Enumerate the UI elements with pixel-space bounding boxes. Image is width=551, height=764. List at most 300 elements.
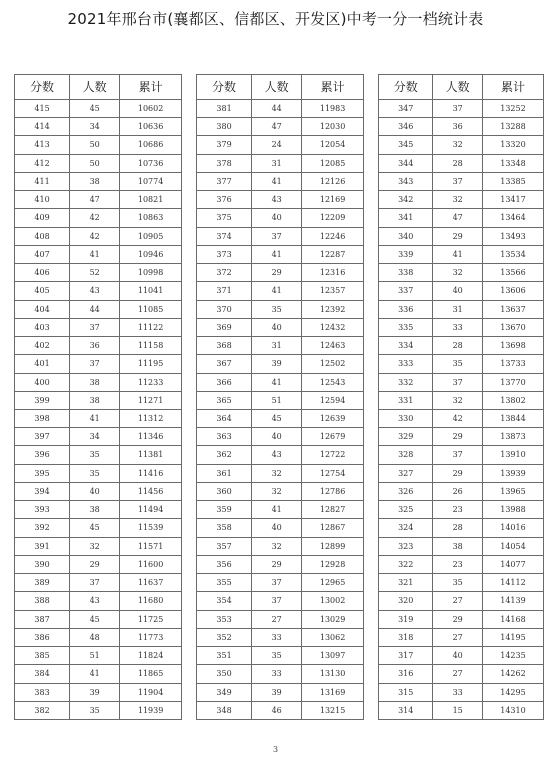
score-cell: 359 bbox=[197, 501, 252, 519]
count-cell: 31 bbox=[252, 154, 302, 172]
table-row bbox=[197, 409, 364, 427]
score-cell: 350 bbox=[197, 665, 252, 683]
score-cell: 357 bbox=[197, 537, 252, 555]
count-cell: 29 bbox=[433, 610, 483, 628]
cumulative-cell: 13029 bbox=[302, 610, 364, 628]
table-row bbox=[197, 373, 364, 391]
table-row bbox=[379, 100, 544, 118]
table-row bbox=[197, 537, 364, 555]
score-cell: 338 bbox=[379, 264, 433, 282]
table-row bbox=[379, 318, 544, 336]
cumulative-cell: 12754 bbox=[302, 464, 364, 482]
table-header-row bbox=[15, 75, 182, 100]
cumulative-cell: 11571 bbox=[120, 537, 182, 555]
cumulative-cell: 13417 bbox=[482, 191, 543, 209]
count-cell: 41 bbox=[252, 245, 302, 263]
count-cell: 46 bbox=[252, 701, 302, 719]
cumulative-cell: 12463 bbox=[302, 337, 364, 355]
table-row bbox=[379, 391, 544, 409]
cumulative-cell: 10602 bbox=[120, 100, 182, 118]
count-cell: 29 bbox=[252, 555, 302, 573]
count-cell: 40 bbox=[252, 209, 302, 227]
score-cell: 393 bbox=[15, 501, 70, 519]
count-cell: 35 bbox=[252, 300, 302, 318]
score-cell: 396 bbox=[15, 446, 70, 464]
cumulative-cell: 10821 bbox=[120, 191, 182, 209]
count-cell: 38 bbox=[70, 501, 120, 519]
cumulative-cell: 13464 bbox=[482, 209, 543, 227]
count-cell: 41 bbox=[252, 282, 302, 300]
score-cell: 382 bbox=[15, 701, 70, 719]
count-cell: 45 bbox=[70, 100, 120, 118]
table-row bbox=[15, 537, 182, 555]
score-cell: 385 bbox=[15, 647, 70, 665]
cumulative-cell: 14235 bbox=[482, 647, 543, 665]
cumulative-cell: 11041 bbox=[120, 282, 182, 300]
cumulative-cell: 12126 bbox=[302, 172, 364, 190]
count-cell: 35 bbox=[252, 647, 302, 665]
table-row bbox=[379, 373, 544, 391]
score-cell: 314 bbox=[379, 701, 433, 719]
cumulative-cell: 14139 bbox=[482, 592, 543, 610]
cumulative-cell: 14310 bbox=[482, 701, 543, 719]
score-cell: 386 bbox=[15, 628, 70, 646]
count-cell: 29 bbox=[252, 264, 302, 282]
count-cell: 40 bbox=[252, 519, 302, 537]
table-row bbox=[15, 355, 182, 373]
table-row bbox=[197, 118, 364, 136]
score-cell: 362 bbox=[197, 446, 252, 464]
table-row bbox=[15, 647, 182, 665]
cumulative-cell: 13606 bbox=[482, 282, 543, 300]
count-cell: 51 bbox=[70, 647, 120, 665]
table-row bbox=[379, 464, 544, 482]
cumulative-cell: 11637 bbox=[120, 574, 182, 592]
count-cell: 42 bbox=[70, 227, 120, 245]
count-cell: 40 bbox=[433, 647, 483, 665]
count-cell: 48 bbox=[70, 628, 120, 646]
score-cell: 378 bbox=[197, 154, 252, 172]
score-cell: 367 bbox=[197, 355, 252, 373]
cumulative-cell: 12287 bbox=[302, 245, 364, 263]
score-cell: 358 bbox=[197, 519, 252, 537]
score-cell: 364 bbox=[197, 409, 252, 427]
table-row bbox=[379, 172, 544, 190]
score-cell: 325 bbox=[379, 501, 433, 519]
cumulative-cell: 13252 bbox=[482, 100, 543, 118]
score-table-right bbox=[378, 74, 544, 720]
table-row bbox=[197, 172, 364, 190]
cumulative-cell: 11904 bbox=[120, 683, 182, 701]
score-cell: 399 bbox=[15, 391, 70, 409]
count-cell: 38 bbox=[70, 172, 120, 190]
table-row bbox=[15, 172, 182, 190]
table-row bbox=[197, 428, 364, 446]
score-cell: 414 bbox=[15, 118, 70, 136]
count-cell: 29 bbox=[433, 464, 483, 482]
table-row bbox=[15, 628, 182, 646]
score-cell: 400 bbox=[15, 373, 70, 391]
cumulative-cell: 12054 bbox=[302, 136, 364, 154]
cumulative-cell: 13910 bbox=[482, 446, 543, 464]
table-row bbox=[15, 118, 182, 136]
count-cell: 37 bbox=[70, 318, 120, 336]
score-cell: 387 bbox=[15, 610, 70, 628]
cumulative-cell: 12594 bbox=[302, 391, 364, 409]
table-row bbox=[15, 209, 182, 227]
table-row bbox=[197, 300, 364, 318]
table-row bbox=[15, 519, 182, 537]
cumulative-cell: 11983 bbox=[302, 100, 364, 118]
score-cell: 334 bbox=[379, 337, 433, 355]
count-cell: 31 bbox=[252, 337, 302, 355]
cumulative-cell: 13385 bbox=[482, 172, 543, 190]
cumulative-cell: 14112 bbox=[482, 574, 543, 592]
score-cell: 373 bbox=[197, 245, 252, 263]
cumulative-cell: 10863 bbox=[120, 209, 182, 227]
header-score: 分数 bbox=[15, 75, 70, 100]
table-row bbox=[379, 136, 544, 154]
cumulative-cell: 14195 bbox=[482, 628, 543, 646]
table-row bbox=[15, 501, 182, 519]
cumulative-cell: 12679 bbox=[302, 428, 364, 446]
count-cell: 33 bbox=[433, 318, 483, 336]
score-cell: 355 bbox=[197, 574, 252, 592]
count-cell: 32 bbox=[70, 537, 120, 555]
score-table-middle bbox=[196, 74, 364, 720]
score-cell: 326 bbox=[379, 482, 433, 500]
cumulative-cell: 12786 bbox=[302, 482, 364, 500]
table-row bbox=[379, 154, 544, 172]
table-row bbox=[197, 555, 364, 573]
table-row bbox=[15, 610, 182, 628]
table-row bbox=[15, 337, 182, 355]
count-cell: 31 bbox=[433, 300, 483, 318]
score-cell: 392 bbox=[15, 519, 70, 537]
count-cell: 47 bbox=[70, 191, 120, 209]
count-cell: 42 bbox=[70, 209, 120, 227]
table-row bbox=[379, 665, 544, 683]
score-cell: 366 bbox=[197, 373, 252, 391]
header-count: 人数 bbox=[433, 75, 483, 100]
cumulative-cell: 11416 bbox=[120, 464, 182, 482]
count-cell: 37 bbox=[433, 100, 483, 118]
score-cell: 343 bbox=[379, 172, 433, 190]
cumulative-cell: 11233 bbox=[120, 373, 182, 391]
score-cell: 413 bbox=[15, 136, 70, 154]
count-cell: 27 bbox=[433, 592, 483, 610]
table-row bbox=[15, 574, 182, 592]
count-cell: 44 bbox=[252, 100, 302, 118]
cumulative-cell: 12246 bbox=[302, 227, 364, 245]
table-row bbox=[15, 373, 182, 391]
count-cell: 29 bbox=[433, 227, 483, 245]
count-cell: 23 bbox=[433, 555, 483, 573]
cumulative-cell: 12316 bbox=[302, 264, 364, 282]
count-cell: 47 bbox=[252, 118, 302, 136]
count-cell: 40 bbox=[252, 428, 302, 446]
score-cell: 324 bbox=[379, 519, 433, 537]
page-number: 3 bbox=[272, 745, 279, 754]
cumulative-cell: 12169 bbox=[302, 191, 364, 209]
count-cell: 37 bbox=[252, 592, 302, 610]
cumulative-cell: 10946 bbox=[120, 245, 182, 263]
cumulative-cell: 12899 bbox=[302, 537, 364, 555]
table-row bbox=[15, 282, 182, 300]
score-cell: 353 bbox=[197, 610, 252, 628]
cumulative-cell: 11539 bbox=[120, 519, 182, 537]
count-cell: 41 bbox=[252, 373, 302, 391]
score-cell: 339 bbox=[379, 245, 433, 263]
table-row bbox=[197, 683, 364, 701]
table-row bbox=[15, 701, 182, 719]
header-cumulative: 累计 bbox=[482, 75, 543, 100]
page-title: 2021年邢台市(襄都区、信都区、开发区)中考一分一档统计表 bbox=[67, 10, 484, 28]
count-cell: 28 bbox=[433, 519, 483, 537]
table-row bbox=[379, 537, 544, 555]
score-cell: 403 bbox=[15, 318, 70, 336]
score-cell: 374 bbox=[197, 227, 252, 245]
score-cell: 411 bbox=[15, 172, 70, 190]
cumulative-cell: 12722 bbox=[302, 446, 364, 464]
table-row bbox=[15, 482, 182, 500]
score-cell: 375 bbox=[197, 209, 252, 227]
score-cell: 315 bbox=[379, 683, 433, 701]
table-row bbox=[197, 100, 364, 118]
cumulative-cell: 11494 bbox=[120, 501, 182, 519]
table-row bbox=[197, 337, 364, 355]
cumulative-cell: 12639 bbox=[302, 409, 364, 427]
cumulative-cell: 12085 bbox=[302, 154, 364, 172]
cumulative-cell: 11312 bbox=[120, 409, 182, 427]
table-row bbox=[379, 118, 544, 136]
table-row bbox=[197, 610, 364, 628]
score-cell: 408 bbox=[15, 227, 70, 245]
cumulative-cell: 11346 bbox=[120, 428, 182, 446]
count-cell: 29 bbox=[70, 555, 120, 573]
score-cell: 365 bbox=[197, 391, 252, 409]
count-cell: 43 bbox=[70, 592, 120, 610]
cumulative-cell: 13062 bbox=[302, 628, 364, 646]
score-cell: 372 bbox=[197, 264, 252, 282]
table-row bbox=[379, 482, 544, 500]
table-row bbox=[197, 318, 364, 336]
cumulative-cell: 12502 bbox=[302, 355, 364, 373]
cumulative-cell: 11600 bbox=[120, 555, 182, 573]
count-cell: 41 bbox=[433, 245, 483, 263]
score-cell: 352 bbox=[197, 628, 252, 646]
score-table-left bbox=[14, 74, 182, 720]
cumulative-cell: 11122 bbox=[120, 318, 182, 336]
count-cell: 37 bbox=[70, 574, 120, 592]
count-cell: 35 bbox=[433, 355, 483, 373]
table-row bbox=[15, 245, 182, 263]
table-row bbox=[197, 464, 364, 482]
score-cell: 395 bbox=[15, 464, 70, 482]
score-cell: 389 bbox=[15, 574, 70, 592]
score-cell: 340 bbox=[379, 227, 433, 245]
table-row bbox=[197, 701, 364, 719]
score-cell: 380 bbox=[197, 118, 252, 136]
count-cell: 41 bbox=[70, 665, 120, 683]
count-cell: 43 bbox=[252, 191, 302, 209]
cumulative-cell: 11680 bbox=[120, 592, 182, 610]
cumulative-cell: 13566 bbox=[482, 264, 543, 282]
cumulative-cell: 13965 bbox=[482, 482, 543, 500]
table-row bbox=[197, 647, 364, 665]
count-cell: 52 bbox=[70, 264, 120, 282]
count-cell: 32 bbox=[433, 136, 483, 154]
count-cell: 27 bbox=[433, 628, 483, 646]
count-cell: 39 bbox=[252, 355, 302, 373]
table-row bbox=[379, 282, 544, 300]
score-cell: 319 bbox=[379, 610, 433, 628]
table-row bbox=[197, 209, 364, 227]
cumulative-cell: 13988 bbox=[482, 501, 543, 519]
count-cell: 27 bbox=[433, 665, 483, 683]
count-cell: 39 bbox=[70, 683, 120, 701]
count-cell: 37 bbox=[70, 355, 120, 373]
score-cell: 370 bbox=[197, 300, 252, 318]
table-row bbox=[197, 355, 364, 373]
cumulative-cell: 13534 bbox=[482, 245, 543, 263]
cumulative-cell: 13348 bbox=[482, 154, 543, 172]
cumulative-cell: 13670 bbox=[482, 318, 543, 336]
table-row bbox=[379, 647, 544, 665]
table-row bbox=[379, 628, 544, 646]
count-cell: 34 bbox=[70, 428, 120, 446]
cumulative-cell: 11381 bbox=[120, 446, 182, 464]
cumulative-cell: 12357 bbox=[302, 282, 364, 300]
cumulative-cell: 11824 bbox=[120, 647, 182, 665]
cumulative-cell: 10998 bbox=[120, 264, 182, 282]
table-row bbox=[379, 501, 544, 519]
table-row bbox=[15, 136, 182, 154]
table-row bbox=[15, 264, 182, 282]
score-cell: 360 bbox=[197, 482, 252, 500]
score-cell: 347 bbox=[379, 100, 433, 118]
count-cell: 39 bbox=[252, 683, 302, 701]
table-row bbox=[15, 446, 182, 464]
count-cell: 32 bbox=[433, 391, 483, 409]
count-cell: 34 bbox=[70, 118, 120, 136]
score-cell: 328 bbox=[379, 446, 433, 464]
score-cell: 398 bbox=[15, 409, 70, 427]
header-cumulative: 累计 bbox=[120, 75, 182, 100]
table-row bbox=[379, 446, 544, 464]
cumulative-cell: 12432 bbox=[302, 318, 364, 336]
header-score: 分数 bbox=[197, 75, 252, 100]
cumulative-cell: 11773 bbox=[120, 628, 182, 646]
cumulative-cell: 12543 bbox=[302, 373, 364, 391]
count-cell: 38 bbox=[70, 373, 120, 391]
score-cell: 406 bbox=[15, 264, 70, 282]
cumulative-cell: 13873 bbox=[482, 428, 543, 446]
cumulative-cell: 14295 bbox=[482, 683, 543, 701]
table-row bbox=[197, 136, 364, 154]
table-row bbox=[379, 428, 544, 446]
count-cell: 32 bbox=[252, 464, 302, 482]
score-cell: 321 bbox=[379, 574, 433, 592]
table-row bbox=[379, 209, 544, 227]
cumulative-cell: 11271 bbox=[120, 391, 182, 409]
score-cell: 394 bbox=[15, 482, 70, 500]
cumulative-cell: 13698 bbox=[482, 337, 543, 355]
score-cell: 317 bbox=[379, 647, 433, 665]
table-row bbox=[379, 245, 544, 263]
count-cell: 27 bbox=[252, 610, 302, 628]
table-row bbox=[15, 428, 182, 446]
count-cell: 40 bbox=[70, 482, 120, 500]
table-row bbox=[197, 191, 364, 209]
cumulative-cell: 10774 bbox=[120, 172, 182, 190]
score-cell: 318 bbox=[379, 628, 433, 646]
cumulative-cell: 13493 bbox=[482, 227, 543, 245]
count-cell: 37 bbox=[433, 373, 483, 391]
table-row bbox=[379, 264, 544, 282]
score-cell: 397 bbox=[15, 428, 70, 446]
count-cell: 43 bbox=[70, 282, 120, 300]
score-cell: 344 bbox=[379, 154, 433, 172]
cumulative-cell: 12965 bbox=[302, 574, 364, 592]
table-row bbox=[379, 355, 544, 373]
score-cell: 379 bbox=[197, 136, 252, 154]
cumulative-cell: 13097 bbox=[302, 647, 364, 665]
table-row bbox=[15, 318, 182, 336]
table-row bbox=[15, 191, 182, 209]
count-cell: 33 bbox=[252, 628, 302, 646]
table-row bbox=[197, 574, 364, 592]
table-row bbox=[379, 519, 544, 537]
score-cell: 332 bbox=[379, 373, 433, 391]
cumulative-cell: 11456 bbox=[120, 482, 182, 500]
count-cell: 41 bbox=[70, 245, 120, 263]
cumulative-cell: 13002 bbox=[302, 592, 364, 610]
score-cell: 336 bbox=[379, 300, 433, 318]
count-cell: 36 bbox=[70, 337, 120, 355]
header-score: 分数 bbox=[379, 75, 433, 100]
score-cell: 388 bbox=[15, 592, 70, 610]
score-cell: 415 bbox=[15, 100, 70, 118]
cumulative-cell: 14168 bbox=[482, 610, 543, 628]
table-row bbox=[379, 409, 544, 427]
header-count: 人数 bbox=[70, 75, 120, 100]
table-header-row bbox=[379, 75, 544, 100]
cumulative-cell: 12392 bbox=[302, 300, 364, 318]
score-cell: 409 bbox=[15, 209, 70, 227]
count-cell: 23 bbox=[433, 501, 483, 519]
count-cell: 37 bbox=[433, 172, 483, 190]
table-row bbox=[379, 574, 544, 592]
count-cell: 45 bbox=[70, 610, 120, 628]
score-cell: 329 bbox=[379, 428, 433, 446]
score-cell: 363 bbox=[197, 428, 252, 446]
table-row bbox=[379, 300, 544, 318]
count-cell: 50 bbox=[70, 154, 120, 172]
table-row bbox=[197, 446, 364, 464]
count-cell: 41 bbox=[70, 409, 120, 427]
count-cell: 24 bbox=[252, 136, 302, 154]
cumulative-cell: 14262 bbox=[482, 665, 543, 683]
cumulative-cell: 14016 bbox=[482, 519, 543, 537]
table-row bbox=[379, 227, 544, 245]
header-count: 人数 bbox=[252, 75, 302, 100]
table-row bbox=[197, 665, 364, 683]
table-row bbox=[15, 300, 182, 318]
cumulative-cell: 13770 bbox=[482, 373, 543, 391]
score-cell: 371 bbox=[197, 282, 252, 300]
cumulative-cell: 10636 bbox=[120, 118, 182, 136]
